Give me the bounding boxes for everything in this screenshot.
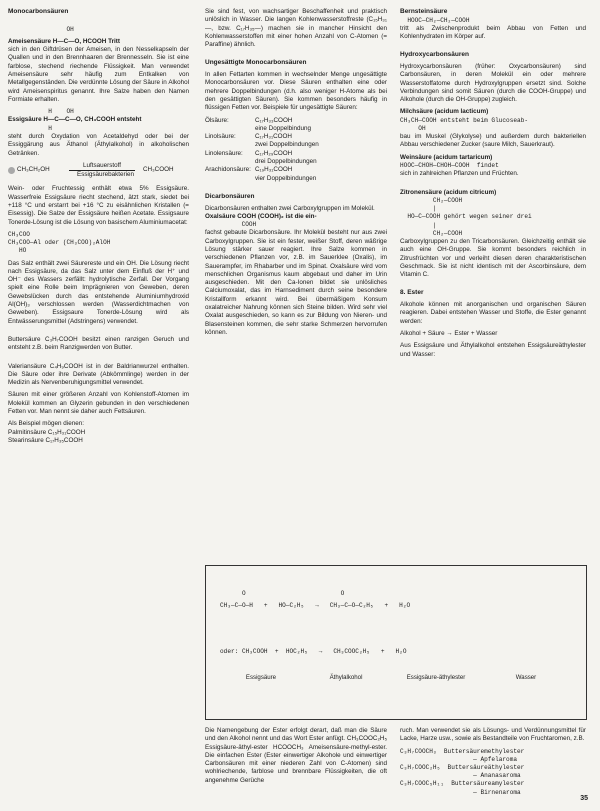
lower-paragraph-middle [205, 727, 387, 789]
acid-note: zwei Doppelbindungen [255, 141, 319, 149]
lactic-oh: OH [400, 124, 426, 132]
lactic-structure: CH₃CH—COOH entsteht beim Glucoseab- [400, 116, 528, 124]
formic-paragraph: sich in den Giftdrüsen der Ameisen, in den Nesselkapseln der Quallen und in den Brennhaaren der Brennesseln. Sie ist eine farblose, stechend riechende Flüssigkeit. Man verwendet Ameisensäure sehr häufig zum Entkalken von Metallgegenständen. Die verdünnte Lösung der Säure in Alkohol wird Ameisenspiritus genannt. Ihre Salze haben den Namen Formiate erhalten. [8, 46, 189, 103]
acid-note: drei Doppelbindungen [255, 158, 317, 166]
acid-name: Ölsäure: [205, 116, 229, 124]
acid-note: vier Doppelbindungen [255, 174, 317, 182]
section-heading-hydroxy: Hydroxycarbonsäuren [400, 51, 469, 59]
acid-formula: C₁₇H₃₃COOH [255, 116, 293, 124]
oxalic-heading: Oxalsäure COOH (COOH)₂ ist die ein- [205, 212, 317, 220]
table-row [205, 166, 387, 174]
section-heading-dicarbonsaeuren: Dicarbonsäuren [205, 192, 255, 200]
table-row [205, 141, 387, 149]
example-intro: Als Beispiel mögen dienen: [8, 420, 84, 428]
esterification-reaction-box [205, 565, 587, 720]
ester-usage-paragraph: ruch. Man verwendet sie als Lösungs- und Verdünnungsmittel für Lacke, Harze usw., sowie als Bestandteile von Fruchtaromen, z.B. [400, 727, 586, 743]
fatty-acids-paragraph: Säuren mit einer größeren Anzahl von Kohlenstoff-Atomen im Molekül kommen an Glyzerin gebunden in den verschiedenen Fetten vor. Man nennt sie daher auch Fettsäuren. [8, 391, 189, 415]
tartaric-heading: Weinsäure (acidum tartaricum) [400, 153, 493, 161]
acetate-paragraph: Das Salz enthält zwei Säurereste und ein OH. Die Lösung riecht nach Essigsäure, da das Salz unter dem Einfluß der H⁺ und OH⁻ des Wassers zerfällt: hydrolytische Zerfall. Der Vorgang spielt eine Rolle beim Imprägnieren von Geweben, deren Gewebslücken durch das entstehende Aluminiumhydroxid Al(OH)₃ verschlossen werden (Wasserdichtmachen von Geweben). Essigsaure Tonerde-Lösung wird als Entwässerungsmittel (Adstringens) verwendet. [8, 259, 189, 325]
acid-formula: C₁₇H₃₁COOH [255, 133, 292, 141]
section-heading-unsaturated: Ungesättigte Monocarbonsäuren [205, 59, 307, 67]
acid-note: eine Doppelbindung [255, 124, 312, 132]
reaction-row-1: O O [220, 590, 345, 597]
aluminium-acetate-structure: CH₃COO CH₃COO—Al oder (CH₃COO)₂AlOH HO [8, 230, 111, 255]
ester-scheme: Alkohol + Säure → Ester + Wasser [400, 329, 498, 337]
formic-heading: Ameisensäure H—C—O, HCOOH Tritt [8, 37, 120, 45]
caption-ethyl-acetate: Essigsäure-äthylester [406, 674, 466, 681]
table-row [205, 117, 387, 125]
ester-aroma-item: — Apfelaroma [400, 755, 518, 763]
caption-ethanol: Äthylalkohol [329, 674, 363, 681]
palmitic-acid: Palmitinsäure C₁₅H₃₁COOH [8, 428, 86, 436]
table-row [205, 125, 387, 133]
reaction-product: CH₃COOH [143, 166, 174, 174]
valeric-paragraph: Valeriansäure C₄H₉COOH ist in der Baldrianwurzel enthalten. Die Säure oder ihre Derivate (Abkömmlinge) werden in der Medizin als Nervenberuhigungsmittel verwendet. [8, 362, 189, 387]
arrow-icon [69, 170, 135, 171]
oxalic-paragraph: fachst gebaute Dicarbonsäure. Ihr Molekül besteht nur aus zwei Carboxylgruppen. Sie ist ein fester, weißer Stoff, deren wäßrige Lösung stärker sauer reagiert. Ihre Salze kommen in verschiedenen Pflanzen vor, z.B. im Sauerklee (Oxalis), im Sauerampfer, im Rhabarber und im Spinat. Oxalsäure wird vom menschlichen Organismus kaum abgebaut und daher im Urin ausgeschieden. Mit den Ca-Ionen bildet sie unlösliches Calciumoxalat, das im Harnsediment durch seine besondere Kristallform erkannt wird. Bei übermäßigem Konsum oxalatreicher Nahrung können sich Steine bilden. Wird sehr viel Oxalat ausgeschieden, so kann es zur Bildung von Nieren- und Blasensteinen kommen, die sehr starke Schmerzen hervorrufen können. [205, 229, 387, 336]
reaction-equation [8, 162, 189, 180]
unsaturated-paragraph: In allen Fettarten kommen in wechselnder Menge ungesättigte Monocarbonsäuren vor. Diese Säuren enthalten eine oder mehrere Doppelbindungen (d.h. also weniger H-Atome als bei den gesättigten Säuren). Sie kommen besonders häufig in flüssigen Fetten vor. Beispiele für ungesättigte Säuren: [205, 71, 387, 112]
reaction-condition-top: Luftsauerstoff [82, 161, 122, 169]
acetic-paragraph: steht durch Oxydation von Acetaldehyd oder bei der Essiggärung aus Äthanol (Äthylalkohol) in alkoholischen Getränken. [8, 132, 189, 157]
caption-water: Wasser [515, 674, 537, 681]
page-number: 35 [580, 794, 588, 802]
column-1 [8, 8, 189, 445]
section-heading-monocarbonsaeuren: Monocarbonsäuren [8, 8, 69, 15]
acid-name: Linolensäure: [205, 149, 243, 157]
column-2 [205, 8, 387, 341]
reaction-reactant: CH₃CH₂OH [17, 166, 50, 174]
stearic-acid: Stearinsäure C₁₇H₃₅COOH [8, 436, 83, 444]
reaction-row-3: oder: CH₃COOH + HOC₂H₅ → CH₃COOC₂H₅ + H₂O [220, 648, 407, 655]
ester-naming-paragraph: Die Namengebung der Ester erfolgt derart, daß man die Säure und den Alkohol nennt und das Wort Ester anfügt. CH₃COOC₂H₅ Essigsäure-äthyl-ester HCOOCH₃ Ameisensäure-methyl-ester. Die einfachen Ester (Ester einwertiger Alkohole und einwertiger Carbonsäuren mit einer niederen Zahl von C-Atomen) sind wohlriechende, farblose und brennbare Flüssigkeiten, die oft angenehme Gerüche [205, 727, 387, 784]
ester-example: Aus Essigsäure und Äthylalkohol entstehen Essigsäureäthylester und Wasser: [400, 342, 586, 358]
reaction-condition-bottom: Essigsäurebakterien [77, 171, 135, 179]
table-row [205, 175, 387, 183]
acetic-structure-bottom: H [8, 124, 52, 132]
acid-name: Arachidonsäure: [205, 166, 251, 174]
lactic-paragraph: bau im Muskel (Glykolyse) und außerdem durch bakteriellen Abbau verschiedener Zucker (saure Milch, Sauerkraut). [400, 133, 586, 149]
reaction-row-2: CH₃—C—O—H + HO—C₂H₅ → CH₃—C—O—C₂H₅ + H₂O [220, 602, 411, 609]
caption-acetic-acid: Essigsäure [245, 674, 277, 681]
citric-structure: CH₂—COOH | HO—C—COOH gehört wegen seiner drei | CH₂—COOH [407, 196, 532, 237]
ester-paragraph: Alkohole können mit anorganischen und organischen Säuren reagieren. Dabei entstehen Wasser und Stoffe, die Ester genannt werden: [400, 301, 586, 325]
section-heading-ester: 8. Ester [400, 289, 424, 297]
succinic-paragraph: tritt als Zwischenprodukt beim Abbau von Fetten und Kohlenhydraten im Körper auf. [400, 24, 586, 41]
ester-aroma-item: C₃H₇COOCH₃ Buttersäuremethylester [400, 747, 525, 755]
lower-paragraph-right [400, 727, 586, 797]
formic-structure: OH [8, 25, 74, 33]
dicarb-paragraph: Dicarbonsäuren enthalten zwei Carboxylgruppen im Molekül. [205, 204, 375, 212]
ester-aroma-item: C₃H₇COOC₅H₁₁ Buttersäureamylester [400, 780, 525, 788]
ester-aroma-item: C₃H₇COOC₂H₅ Buttersäureäthylester [400, 764, 525, 772]
tartaric-paragraph: sich in zahlreichen Pflanzen und Früchten. [400, 170, 519, 178]
fatty-acids-continued: Sie sind fest, von wachsartiger Beschaffenheit und praktisch unlöslich in Wasser. Die langen Kohlenwasserstoffreste (C₁₅H₃₁—, bzw. C₁₇H₃₅—) machen sie in mancher Hinsicht den Kohlenwasserstoffen mit einer hohen Anzahl von C-Atomen (= Paraffine) ähnlich. [205, 8, 387, 49]
succinic-structure: HOOC—CH₂—CH₂—COOH [400, 16, 470, 24]
acid-formula: C₁₉H₃₁COOH [255, 166, 293, 174]
succinic-heading: Bernsteinsäure [400, 8, 448, 15]
ester-aroma-item: — Birnenaroma [400, 788, 521, 796]
ester-aroma-item: — Ananasaroma [400, 772, 521, 780]
hole-punch-icon [8, 167, 15, 174]
column-3 [400, 8, 586, 363]
table-row [205, 158, 387, 166]
table-row [205, 150, 387, 158]
acid-name: Linolsäure: [205, 133, 236, 141]
oxalic-structure: COOH [205, 221, 257, 229]
citric-paragraph: Carboxylgruppen zu den Tricarbonsäuren. Gleichzeitig enthält sie auch eine OH-Gruppe. Sie kommt besonders reichlich in Zitrusfrüchten vor und verleiht diesen deren charakteristischen Geschmack. Sie ist nicht identisch mit der Ascorbinsäure, dem Vitamin C. [400, 237, 586, 279]
table-row [205, 133, 387, 141]
reaction-arrow [67, 162, 137, 180]
citric-heading: Zitronensäure (acidum citricum) [400, 188, 497, 196]
lactic-heading: Milchsäure (acidum lacticum) [400, 108, 489, 116]
acetic-structure-top: H OH [8, 108, 74, 116]
acid-formula: C₁₇H₂₉COOH [255, 149, 293, 157]
unsaturated-acids-table [205, 117, 387, 183]
butyric-paragraph: Buttersäure C₃H₇COOH besitzt einen ranzigen Geruch und entsteht z.B. beim Ranzigwerden von Butter. [8, 335, 189, 352]
hydroxy-paragraph: Hydroxycarbonsäuren (früher: Oxycarbonsäuren) sind Carbonsäuren, in deren Molekül ein oder mehrere Wasserstoffatome durch Hydroxylgruppen ersetzt sind. Solche Verbindungen sind somit Säuren (durch die COOH-Gruppe) und Alkohole (durch die OH-Gruppe) zugleich. [400, 62, 586, 104]
tartaric-structure: HOOC—CHOH—CHOH—COOH findet [400, 162, 499, 170]
acetic-paragraph-2: Wein- oder Fruchtessig enthält etwa 5% Essigsäure. Wasserfreie Essigsäure riecht stechend, ätzt stark, siedet bei +118 °C und erstarrt bei +16 °C zu eisähnlichen Kristallen (= Eisessig). Die Salze der Essigsäure heißen Acetate. Essigsaure Tonerde-Lösung ist die Lösung von basischem Aluminiumacetat: [8, 185, 189, 226]
acetic-heading: Essigsäure H—C—C—O, CH₃COOH entsteht [8, 116, 142, 124]
